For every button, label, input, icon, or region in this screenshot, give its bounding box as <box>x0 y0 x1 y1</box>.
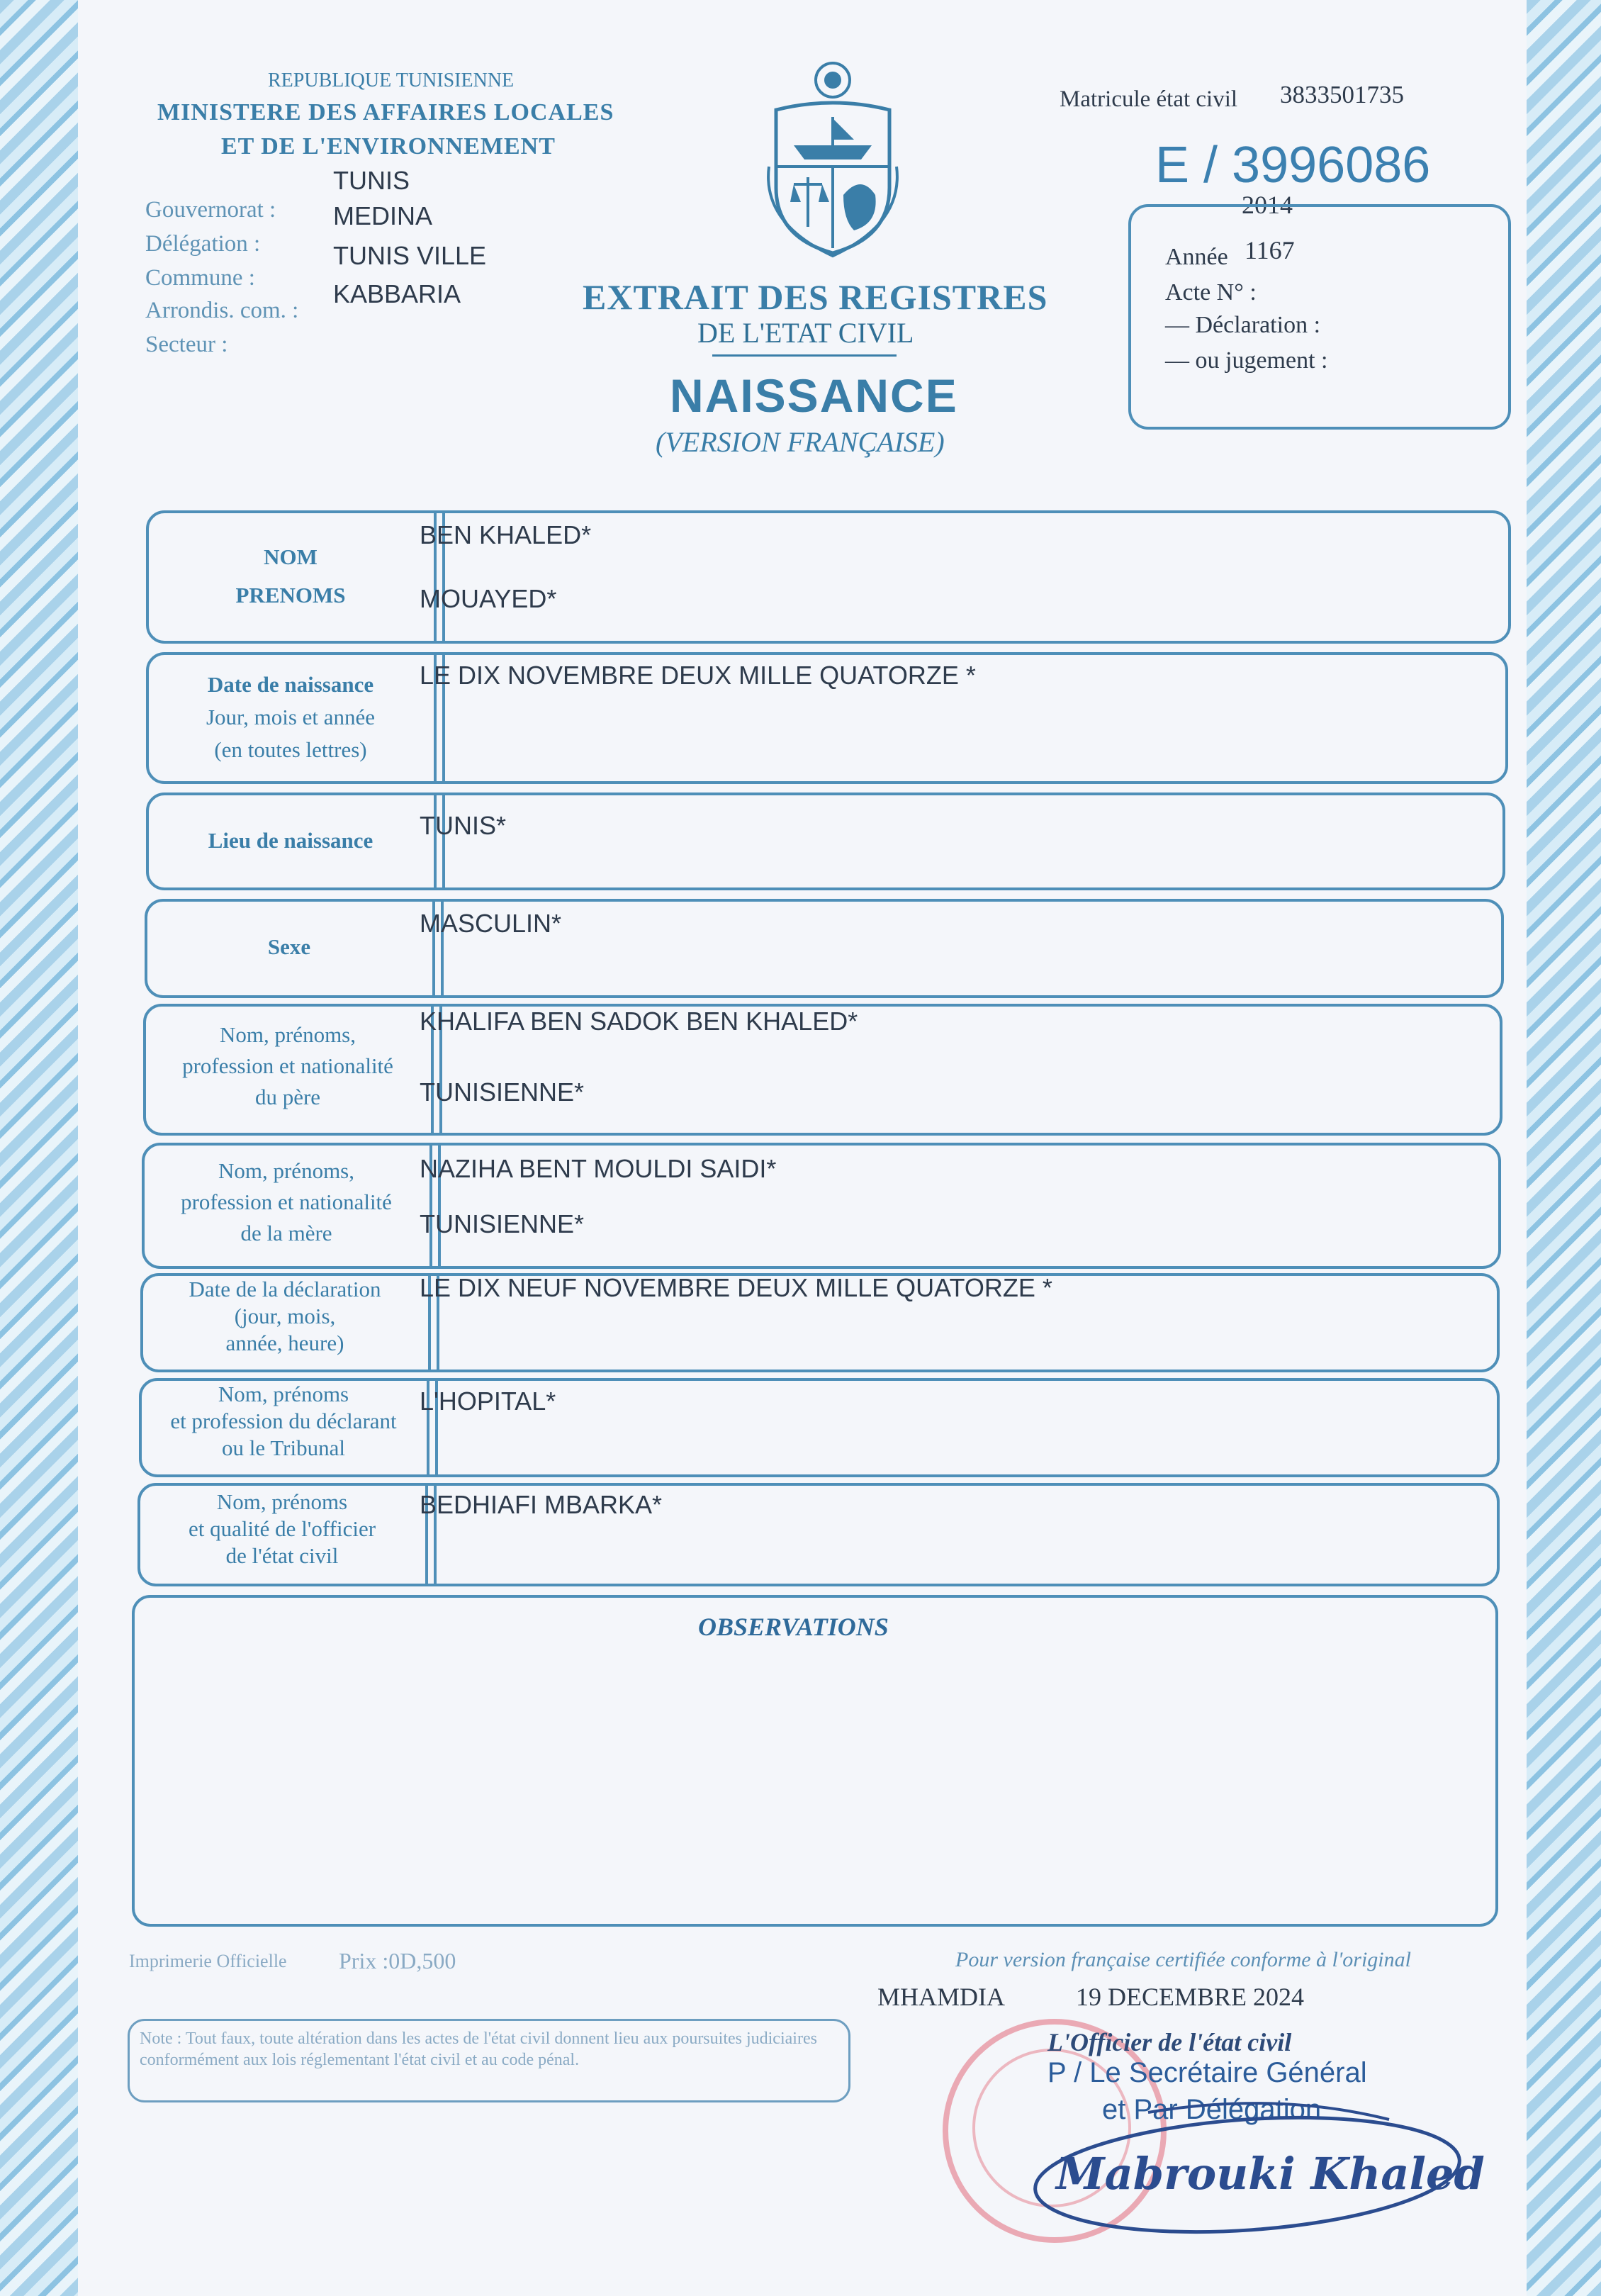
footer-lieu: MHAMDIA <box>877 1983 1005 2011</box>
prix-text: Prix :0D,500 <box>339 1948 456 1973</box>
signature-name: Mabrouki Khaled <box>1056 2148 1485 2200</box>
matricule-label: Matricule état civil <box>1060 86 1238 112</box>
date-naissance-sub1: Jour, mois et année <box>206 705 376 729</box>
delegation-value: MEDINA <box>333 201 433 230</box>
note-text: Note : Tout faux, toute altération dans les actes de l'état civil donnent lieu aux poursuites judiciaires conformément aux lois réglementant l'état civil et au code pénal. <box>140 2029 817 2069</box>
annee-value: 1167 <box>1245 236 1295 264</box>
row-divider-inner <box>442 795 445 887</box>
year-stamp: 2014 <box>1242 191 1293 219</box>
title-line2: DE L'ETAT CIVIL <box>697 317 914 349</box>
par-delegation-text: et Par Délégation <box>1102 2094 1322 2125</box>
mere-nationality-value: TUNISIENNE* <box>420 1209 585 1238</box>
date-naissance-value: LE DIX NOVEMBRE DEUX MILLE QUATORZE * <box>420 661 976 690</box>
certifie-text: Pour version française certifiée conforme à l'original <box>955 1948 1411 1971</box>
observations-label: OBSERVATIONS <box>698 1613 889 1641</box>
republique-text: REPUBLIQUE TUNISIENNE <box>268 69 515 91</box>
mere-label-line2: profession et nationalité <box>181 1189 392 1214</box>
row-divider <box>434 795 437 887</box>
row-officier <box>137 1483 1500 1586</box>
lieu-naissance-value: TUNIS* <box>420 811 507 840</box>
row-pere <box>143 1004 1502 1136</box>
officier-label-line1: Nom, prénoms <box>216 1489 348 1514</box>
matricule-value: 3833501735 <box>1280 81 1404 108</box>
pere-label-line2: profession et nationalité <box>182 1053 393 1078</box>
declarant-label-line2: et profession du déclarant <box>170 1409 397 1433</box>
imprimerie-text: Imprimerie Officielle <box>129 1951 287 1971</box>
secteur-label: Secteur : <box>145 332 228 357</box>
declaration-label: — Déclaration : <box>1165 312 1321 338</box>
title-version: (VERSION FRANÇAISE) <box>656 426 945 458</box>
sexe-label: Sexe <box>267 934 311 959</box>
nom-label: NOM <box>264 544 318 569</box>
ministere-line2: ET DE L'ENVIRONNEMENT <box>221 133 556 159</box>
row-date-naissance <box>146 652 1508 784</box>
mere-name-value: NAZIHA BENT MOULDI SAIDI* <box>420 1154 777 1183</box>
officier-etat-civil-title: L'Officier de l'état civil <box>1047 2028 1292 2056</box>
tunisia-coat-of-arms-emblem <box>762 60 904 259</box>
secretaire-general-text: P / Le Secrétaire Général <box>1047 2057 1367 2088</box>
mere-label-line1: Nom, prénoms, <box>218 1158 354 1183</box>
row-lieu-naissance <box>146 793 1505 890</box>
row-date-declaration <box>140 1273 1500 1372</box>
pere-label-line1: Nom, prénoms, <box>219 1022 356 1047</box>
officier-value: BEDHIAFI MBARKA* <box>420 1490 663 1519</box>
officier-label-line3: de l'état civil <box>225 1543 339 1568</box>
serial-number: E / 3996086 <box>1155 137 1431 194</box>
declarant-label-line1: Nom, prénoms <box>218 1382 349 1406</box>
arrondis-label: Arrondis. com. : <box>145 298 299 323</box>
prenoms-value: MOUAYED* <box>420 584 557 613</box>
guilloche-border-right <box>1527 0 1601 2296</box>
declaration-date-value: LE DIX NEUF NOVEMBRE DEUX MILLE QUATORZE * <box>420 1273 1052 1302</box>
pere-name-value: KHALIFA BEN SADOK BEN KHALED* <box>420 1007 858 1036</box>
note-box <box>128 2019 850 2102</box>
date-naissance-label: Date de naissance <box>207 672 374 697</box>
title-line1: EXTRAIT DES REGISTRES <box>583 277 1048 317</box>
commune-value: TUNIS VILLE <box>333 241 487 270</box>
declaration-label-line3: année, heure) <box>225 1331 344 1355</box>
sexe-value: MASCULIN* <box>420 909 562 938</box>
guilloche-border-left <box>0 0 78 2296</box>
row-sexe <box>145 899 1504 998</box>
row-mere <box>142 1143 1501 1269</box>
arrondis-value: KABBARIA <box>333 279 461 308</box>
lieu-naissance-label: Lieu de naissance <box>208 828 373 853</box>
acte-box <box>1128 204 1511 430</box>
officier-label-line2: et qualité de l'officier <box>188 1516 376 1541</box>
title-main: NAISSANCE <box>670 369 958 422</box>
ministere-line1: MINISTERE DES AFFAIRES LOCALES <box>157 99 614 125</box>
jugement-label: — ou jugement : <box>1165 347 1328 374</box>
date-naissance-sub2: (en toutes lettres) <box>214 737 367 762</box>
prenoms-label: PRENOMS <box>235 583 346 607</box>
gouvernorat-label: Gouvernorat : <box>145 197 276 223</box>
commune-label: Commune : <box>145 265 255 291</box>
gouvernorat-value: TUNIS <box>333 166 410 195</box>
declarant-value: L'HOPITAL* <box>420 1387 556 1416</box>
nom-value: BEN KHALED* <box>420 520 592 549</box>
footer-date: 19 DECEMBRE 2024 <box>1076 1983 1305 2011</box>
annee-label: Année <box>1165 244 1228 270</box>
title-rule <box>712 354 897 357</box>
observations-box <box>132 1595 1498 1927</box>
declarant-label-line3: ou le Tribunal <box>222 1435 345 1460</box>
pere-nationality-value: TUNISIENNE* <box>420 1077 585 1107</box>
pere-label-line3: du père <box>254 1085 321 1109</box>
row-nom-prenoms <box>146 510 1511 644</box>
row-declarant <box>139 1378 1500 1477</box>
acte-label: Acte N° : <box>1165 279 1257 306</box>
mere-label-line3: de la mère <box>240 1221 332 1245</box>
declaration-label-line2: (jour, mois, <box>234 1304 336 1328</box>
delegation-label: Délégation : <box>145 231 261 257</box>
declaration-label-line1: Date de la déclaration <box>189 1277 381 1301</box>
